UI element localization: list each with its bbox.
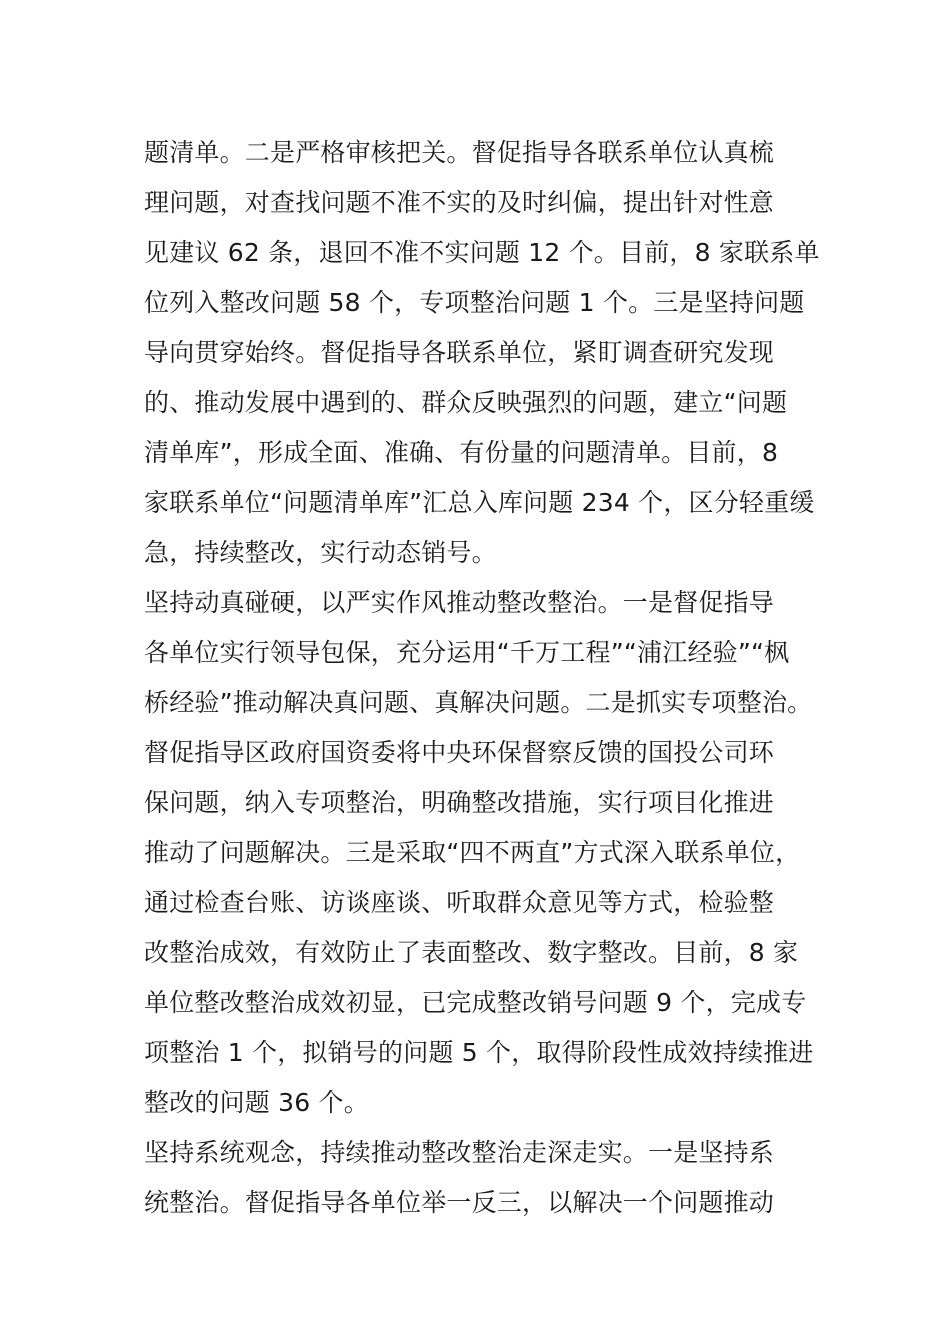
text-line: 通过检查台账、访谈座谈、听取群众意见等方式，检验整 bbox=[144, 888, 775, 917]
text-line: 清单库”，形成全面、准确、有份量的问题清单。目前，8 bbox=[144, 438, 779, 467]
text-line: 家联系单位“问题清单库”汇总入库问题 234 个，区分轻重缓 bbox=[144, 488, 815, 517]
text-line: 改整治成效，有效防止了表面整改、数字整改。目前，8 家 bbox=[144, 938, 799, 967]
text-line: 急，持续整改，实行动态销号。 bbox=[144, 538, 497, 567]
text-line: 推动了问题解决。三是采取“四不两直”方式深入联系单位， bbox=[144, 838, 801, 867]
text-line: 题清单。二是严格审核把关。督促指导各联系单位认真梳 bbox=[144, 138, 775, 167]
text-line: 坚持系统观念，持续推动整改整治走深走实。一是坚持系 bbox=[144, 1138, 775, 1167]
paragraph-2 bbox=[144, 578, 824, 1128]
text-line: 理问题，对查找问题不准不实的及时纠偏，提出针对性意 bbox=[144, 188, 775, 217]
text-line: 坚持动真碰硬，以严实作风推动整改整治。一是督促指导 bbox=[144, 588, 775, 617]
text-line: 保问题，纳入专项整治，明确整改措施，实行项目化推进 bbox=[144, 788, 775, 817]
text-line: 项整治 1 个，拟销号的问题 5 个，取得阶段性成效持续推进 bbox=[144, 1038, 814, 1067]
text-line: 的、推动发展中遇到的、群众反映强烈的问题，建立“问题 bbox=[144, 388, 788, 417]
text-line: 位列入整改问题 58 个，专项整治问题 1 个。三是坚持问题 bbox=[144, 288, 805, 317]
text-line: 单位整改整治成效初显，已完成整改销号问题 9 个，完成专 bbox=[144, 988, 807, 1017]
text-line: 统整治。督促指导各单位举一反三，以解决一个问题推动 bbox=[144, 1188, 775, 1217]
text-line: 各单位实行领导包保，充分运用“千万工程”“浦江经验”“枫 bbox=[144, 638, 790, 667]
text-line: 督促指导区政府国资委将中央环保督察反馈的国投公司环 bbox=[144, 738, 775, 767]
document-body bbox=[144, 128, 824, 1228]
text-line: 整改的问题 36 个。 bbox=[144, 1088, 369, 1117]
text-line: 见建议 62 条，退回不准不实问题 12 个。目前，8 家联系单 bbox=[144, 238, 820, 267]
paragraph-3 bbox=[144, 1128, 824, 1228]
text-line: 桥经验”推动解决真问题、真解决问题。二是抓实专项整治。 bbox=[144, 688, 813, 717]
paragraph-1 bbox=[144, 128, 824, 578]
text-line: 导向贯穿始终。督促指导各联系单位，紧盯调查研究发现 bbox=[144, 338, 775, 367]
